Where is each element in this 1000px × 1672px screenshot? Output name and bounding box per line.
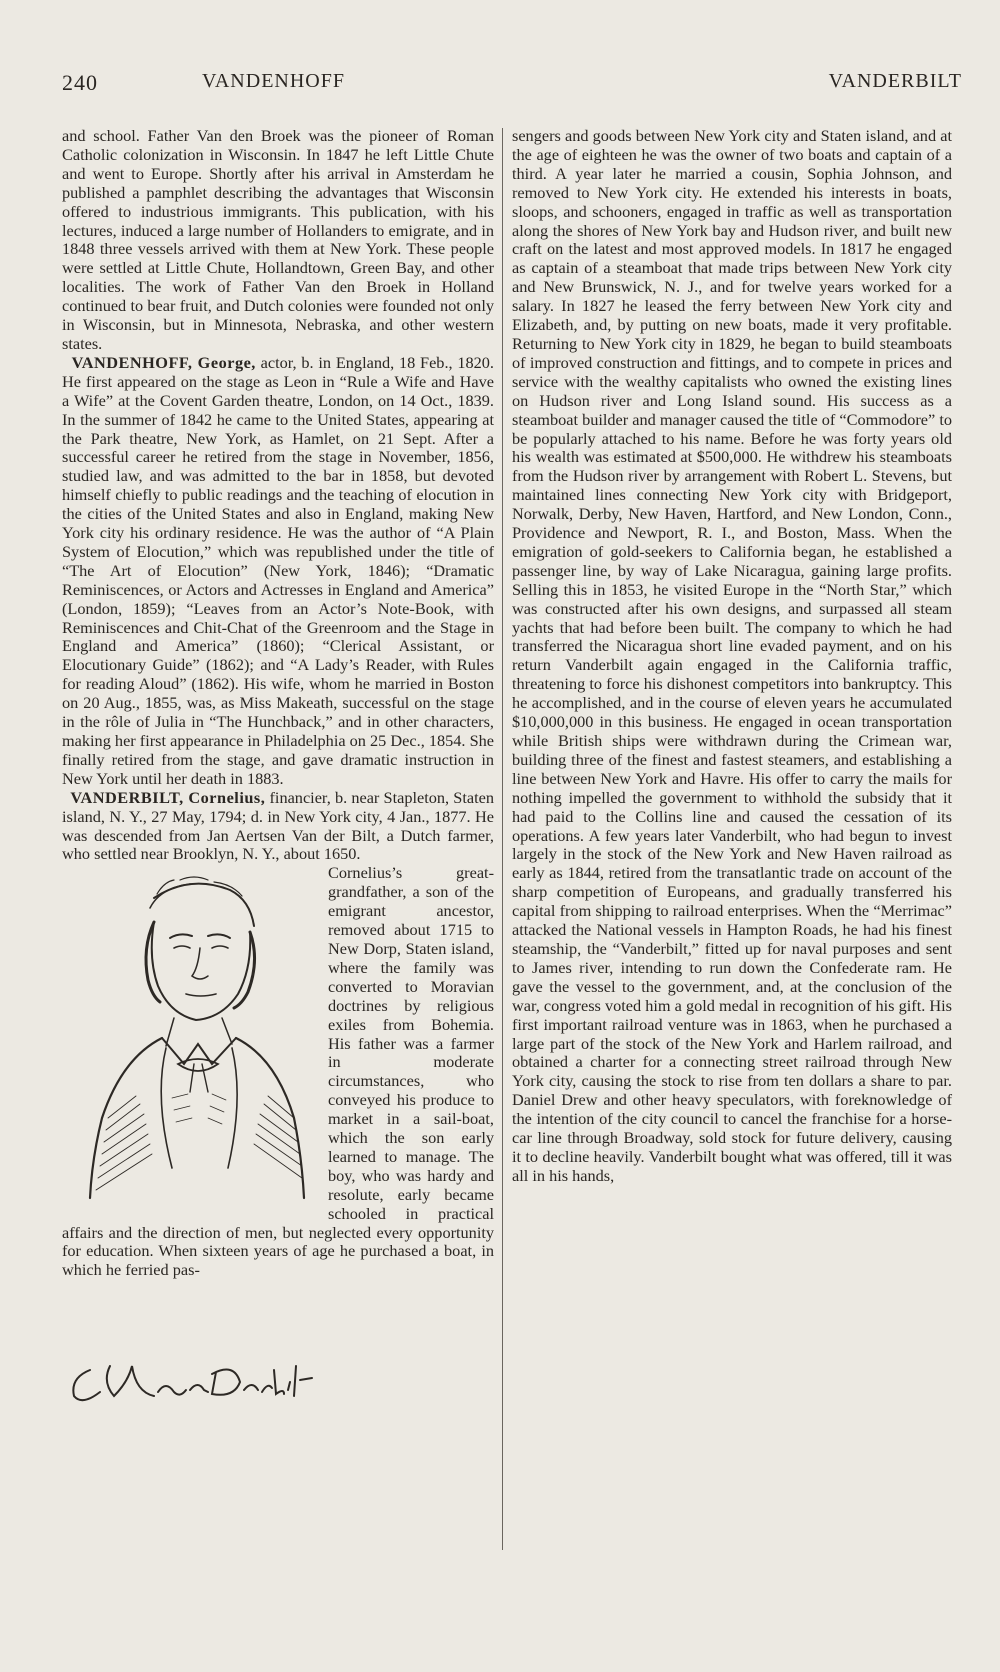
signature-image [62,1352,322,1412]
vanderbilt-portrait [62,868,320,1208]
van-den-broek-paragraph: and school. Father Van den Broek was the pioneer of Roman Catholic colonization in Wisconsin. In 1847 he left Little Chute and went to Europe. Shortly after his arrival in Amsterdam he published a pamphlet describing the advantages that Wisconsin offered to industrious immigrants. This publication, with his lectures, induced a large number of Hollanders to emigrate, and in 1848 three vessels arrived with them at New York. These people were settled at Little Chute, Hollandtown, Green Bay, and other localities. The work of Father Van den Broek in Holland continued to bear fruit, and Dutch colonies were founded not only in Wisconsin, but in Minnesota, Nebraska, and other western states. [62,126,494,353]
portrait-engraving-image [62,868,320,1208]
vandenhoff-text: actor, b. in England, 18 Feb., 1820. He first appeared on the stage as Leon in “Rule a Wife and Have a Wife” at the Covent Garden theatre, London, on 14 Oct., 1839. In the summer of 1842 he came to the United States, appearing at the Park theatre, New York, as Hamlet, on 21 Sept. After a successful career he retired from the stage in November, 1856, studied law, and was admitted to the bar in 1858, but devoted himself chiefly to public readings and the teaching of elocution in the cities of the United States and also in England, making New York city his ordinary residence. He was the author of “A Plain System of Elocution,” which was republished under the title of “The Art of Elocution” (New York, 1846); “Dramatic Reminiscences, or Actors and Actresses in England and America” (London, 1859); “Leaves from an Actor’s Note-Book, with Reminiscences and Chit-Chat of the Greenroom and the Stage in England and America” (1860); “Clerical Assistant, or Elocutionary Guide” (1862); and “A Lady’s Reader, with Rules for reading Aloud” (1862). His wife, whom he married in Boston on 20 Aug., 1855, was, as Miss Makeath, successful on the stage in the rôle of Julia in “The Hunchback,” and in other characters, making her first appearance in Philadelphia on 25 Dec., 1854. She finally retired from the stage, and gave dramatic instruction in New York until her death in 1883. [62,352,494,788]
left-column [62,127,494,1280]
left-running-head: VANDENHOFF [202,70,345,92]
vanderbilt-text: Cornelius’s great-grandfather, a son of the emigrant ancestor, removed about 1715 to New Dorp, Staten island, where the family was converted to Moravian doctrines by religious exiles from Bohemia. His father was a farmer in moderate circumstances, who conveyed his produce to market in a sail-boat, which the son early learned to manage. The boy, who was hardy and resolute, early became schooled in practical affairs and the direction of men, but neglected every opportunity for education. When sixteen years of age he purchased a boat, in which he ferried pas- [62,863,494,1280]
page-number: 240 [62,70,98,95]
vandenhoff-entry [62,354,494,789]
vanderbilt-entry [62,789,494,865]
column-rule [502,128,503,1550]
vandenhoff-headword: VANDENHOFF, George, [71,352,256,372]
right-running-head: VANDERBILT [828,70,962,92]
vanderbilt-headword: VANDERBILT, Cornelius, [70,787,266,807]
running-header [62,70,962,100]
vanderbilt-continued-text: sengers and goods between New York city and Staten island, and at the age of eighteen he was the owner of two boats and captain of a third. A year later he married a cousin, Sophia Johnson, and removed to New York city. He extended his interests in boats, sloops, and schooners, engaged in traffic as well as transportation along the shores of New York bay and Hudson river, and built new craft on the latest and most approved models. In 1817 he engaged as captain of a steamboat that made trips between New York city and New Brunswick, N. J., and for twelve years worked for a salary. In 1827 he leased the ferry between New York city and Elizabeth, and, by putting on new boats, made it very profitable. Returning to New York city in 1829, he began to build steamboats of improved construction and fittings, and to compete in prices and service with the wealthy capitalists who owned the existing lines on Hudson river and Long Island sound. His success as a steamboat builder and manager caused the title of “Commodore” to be popularly attached to his name. Before he was forty years old his wealth was estimated at $500,000. He withdrew his steamboats from the Hudson river by arrangement with Robert L. Stevens, but maintained lines connecting New York city with Bridgeport, Norwalk, Derby, New Haven, Hartford, and New London, Conn., Providence and Newport, R. I., and Boston, Mass. When the emigration of gold-seekers to California began, he established a passenger line, by way of Lake Nicaragua, gaining large profits. Selling this in 1853, he visited Europe in the “North Star,” which was constructed after his own designs, and surpassed all steam yachts that had before been built. The company to which he had transferred the Nicaragua short line evaded payment, and on his return Vanderbilt again engaged in the California traffic, threatening to force his dishonest competitors into bankruptcy. This he accomplished, and in the course of eleven years he accumulated $10,000,000 in this business. He engaged in ocean transportation while British ships were withdrawn during the Crimean war, building three of the finest and fastest steamers, and establishing a line between New York and Havre. His offer to carry the mails for nothing impelled the government to withhold the subsidy that it had paid to the Collins line and caused the cessation of its operations. A few years later Vanderbilt, who had begun to invest largely in the stock of the New York and New Haven railroad as early as 1844, retired from the transatlantic trade on account of the sharp competition of Europeans, and gradually transferred his capital from shipping to railroad enterprises. When the “Merrimac” attacked the National vessels in Hampton Roads, he had his finest steamship, the “Vanderbilt,” fitted up for naval purposes and sent to James river, intending to run down the Confederate ram. He gave the vessel to the government, and, at the conclusion of the war, congress voted him a gold medal in recognition of his gift. His first important railroad venture was in 1863, when he purchased a large part of the stock of the New York and Harlem railroad, and obtained a charter for a connecting street railroad through New York city, causing the stock to rise from ten dollars a share to par. Daniel Drew and other heavy speculators, with foreknowledge of the intention of the city council to cancel the franchise for a horse-car line through Broadway, sold stock for future delivery, causing it to decline heavily. Vanderbilt bought what was offered, till it was all in his hands, [512,126,952,1185]
vanderbilt-signature [62,1352,322,1412]
right-column [512,127,952,1186]
vanderbilt-text-intro: financier, b. near Stapleton, Staten island, N. Y., 27 May, 1794; d. in New York city, 4 Jan., 1877. He was descended from Jan Aertsen Van der Bilt, a Dutch farmer, who settled near Brooklyn, N. Y., about 1650. [62,787,494,864]
